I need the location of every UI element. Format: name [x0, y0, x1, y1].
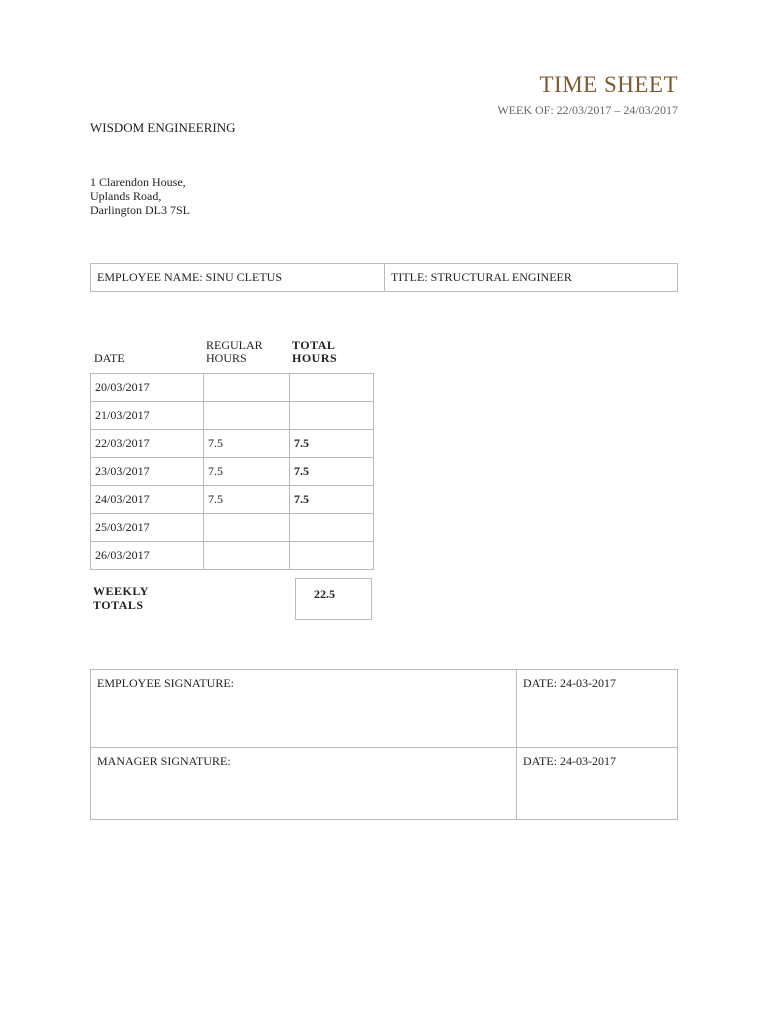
employee-signature-field[interactable]: EMPLOYEE SIGNATURE: — [91, 670, 517, 747]
table-row — [91, 486, 374, 514]
label-line: TOTALS — [93, 598, 144, 612]
weekly-total-value: 22.5 — [295, 578, 372, 620]
address-line: Uplands Road, — [90, 189, 162, 203]
manager-signature-row — [90, 747, 678, 820]
regular-hours-cell — [204, 374, 290, 402]
employee-info-box — [90, 263, 678, 292]
total-hours-cell — [290, 374, 374, 402]
table-row — [91, 402, 374, 430]
employee-title: TITLE: STRUCTURAL ENGINEER — [391, 270, 572, 284]
table-row — [91, 458, 374, 486]
regular-hours-cell: 7.5 — [204, 486, 290, 514]
address-line: 1 Clarendon House, — [90, 175, 186, 189]
total-hours-cell: 7.5 — [290, 458, 374, 486]
date-cell: 24/03/2017 — [91, 486, 204, 514]
document-title: TIME SHEET — [539, 72, 678, 97]
manager-signature-field[interactable]: MANAGER SIGNATURE: — [91, 748, 517, 819]
weekly-totals-label — [93, 584, 149, 612]
total-hours-cell — [290, 402, 374, 430]
total-hours-header — [292, 339, 337, 365]
date-cell: 22/03/2017 — [91, 430, 204, 458]
header-line: REGULAR — [206, 338, 263, 352]
date-cell: 21/03/2017 — [91, 402, 204, 430]
regular-hours-cell — [204, 402, 290, 430]
date-cell: 26/03/2017 — [91, 542, 204, 570]
regular-hours-cell — [204, 514, 290, 542]
employee-signature-date: DATE: 24-03-2017 — [523, 676, 616, 690]
date-cell: 23/03/2017 — [91, 458, 204, 486]
date-cell: 25/03/2017 — [91, 514, 204, 542]
regular-hours-header — [206, 339, 263, 365]
total-hours-cell — [290, 542, 374, 570]
total-hours-cell — [290, 514, 374, 542]
date-column-header: DATE — [94, 351, 125, 365]
employee-signature-row — [90, 669, 678, 748]
table-row — [91, 374, 374, 402]
header-line: HOURS — [206, 351, 247, 365]
company-address — [90, 175, 190, 217]
regular-hours-cell: 7.5 — [204, 458, 290, 486]
table-row — [91, 514, 374, 542]
label-line: WEEKLY — [93, 584, 149, 598]
employee-name: EMPLOYEE NAME: SINU CLETUS — [91, 264, 385, 291]
manager-signature-date: DATE: 24-03-2017 — [523, 754, 616, 768]
regular-hours-cell: 7.5 — [204, 430, 290, 458]
total-hours-cell: 7.5 — [290, 430, 374, 458]
week-of-range: WEEK OF: 22/03/2017 – 24/03/2017 — [497, 103, 678, 117]
header-line: HOURS — [292, 351, 338, 365]
company-name: WISDOM ENGINEERING — [90, 120, 236, 135]
date-cell: 20/03/2017 — [91, 374, 204, 402]
total-hours-cell: 7.5 — [290, 486, 374, 514]
table-row — [91, 430, 374, 458]
timesheet-table — [90, 373, 374, 570]
regular-hours-cell — [204, 542, 290, 570]
header-line: TOTAL — [292, 338, 336, 352]
table-row — [91, 542, 374, 570]
address-line: Darlington DL3 7SL — [90, 203, 190, 217]
